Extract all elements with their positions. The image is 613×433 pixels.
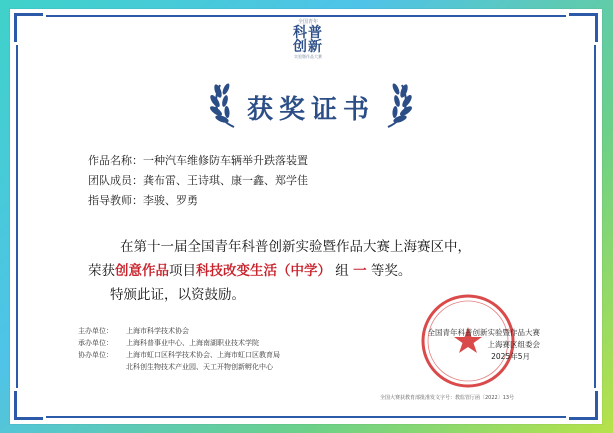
- statement-mid2: 组: [335, 263, 349, 279]
- undertaker-label: 承办单位：: [78, 339, 113, 347]
- teacher-label: 指导教师：: [88, 194, 143, 207]
- certificate: [10, 9, 602, 424]
- coorganizer-label: 协办单位：: [78, 351, 113, 359]
- frame-right: [594, 45, 596, 388]
- statement-line1: 在第十一届全国青年科普创新实验暨作品大赛上海赛区中，: [120, 239, 471, 255]
- statement-mid: 项目: [169, 263, 196, 279]
- award-category: 创意作品: [115, 263, 169, 279]
- frame-left: [16, 45, 18, 388]
- logo-bottom-text: 实验暨作品大赛: [294, 54, 322, 59]
- undertaker-value: 上海科普事业中心、上海南湖职业技术学院: [126, 339, 259, 347]
- coorganizer-value: 上海市虹口区科学技术协会、上海市虹口区教育局: [126, 351, 280, 359]
- organizer-label: 主办单位：: [78, 327, 113, 335]
- undertaker-row: [78, 337, 280, 349]
- sign-line1: 全国青年科普创新实验暨作品大赛: [427, 328, 540, 337]
- frame-top: [46, 15, 566, 17]
- statement-line3: 特颁此证，以资鼓励。: [110, 287, 245, 303]
- competition-logo: [278, 19, 338, 75]
- team-value: 龚布雷、王诗琪、康一鑫、郑学佳: [143, 174, 308, 187]
- award-group: 科技改变生活（中学）: [196, 263, 331, 279]
- logo-top-text: 全国青年: [297, 19, 318, 25]
- statement-line2: [88, 259, 471, 283]
- sign-date: 2025年5月: [491, 352, 530, 361]
- corner-ornament: [14, 13, 43, 42]
- certificate-title: 获奖证书: [246, 95, 375, 125]
- title-block: [206, 79, 416, 131]
- statement-prefix: 荣获: [88, 263, 115, 279]
- work-row: [88, 151, 308, 171]
- corner-ornament: [569, 391, 598, 420]
- logo-line2: 创新: [293, 39, 323, 55]
- corner-ornament: [14, 391, 43, 420]
- team-row: [88, 171, 308, 191]
- logo-line1: 科普: [293, 25, 323, 41]
- organizer-row: [78, 325, 280, 337]
- laurel-right-icon: [380, 79, 416, 131]
- award-statement: [88, 235, 471, 307]
- team-label: 团队成员：: [88, 174, 143, 187]
- sign-line2: 上海赛区组委会: [487, 340, 540, 349]
- frame-bottom: [46, 416, 566, 418]
- award-info: [88, 151, 308, 211]
- host-organizations: [78, 325, 280, 373]
- coorganizer-row2: 北科创生物技术产业园、天工开物创新孵化中心: [126, 363, 273, 371]
- work-label: 作品名称：: [88, 154, 143, 167]
- approval-footnote: 全国大赛获教育部批准发文字号：教监管厅函〔2022〕13号: [380, 395, 515, 401]
- signature-block: [390, 327, 540, 363]
- award-rank: 一: [353, 263, 367, 279]
- statement-suffix: 等奖。: [370, 263, 412, 279]
- organizer-value: 上海市科学技术协会: [126, 327, 189, 335]
- coorganizer-row: [78, 349, 280, 361]
- corner-ornament: [569, 13, 598, 42]
- teacher-row: [88, 191, 308, 211]
- teacher-value: 李骏、罗勇: [143, 194, 198, 207]
- work-value: 一种汽车维修防车辆举升跌落装置: [143, 154, 308, 167]
